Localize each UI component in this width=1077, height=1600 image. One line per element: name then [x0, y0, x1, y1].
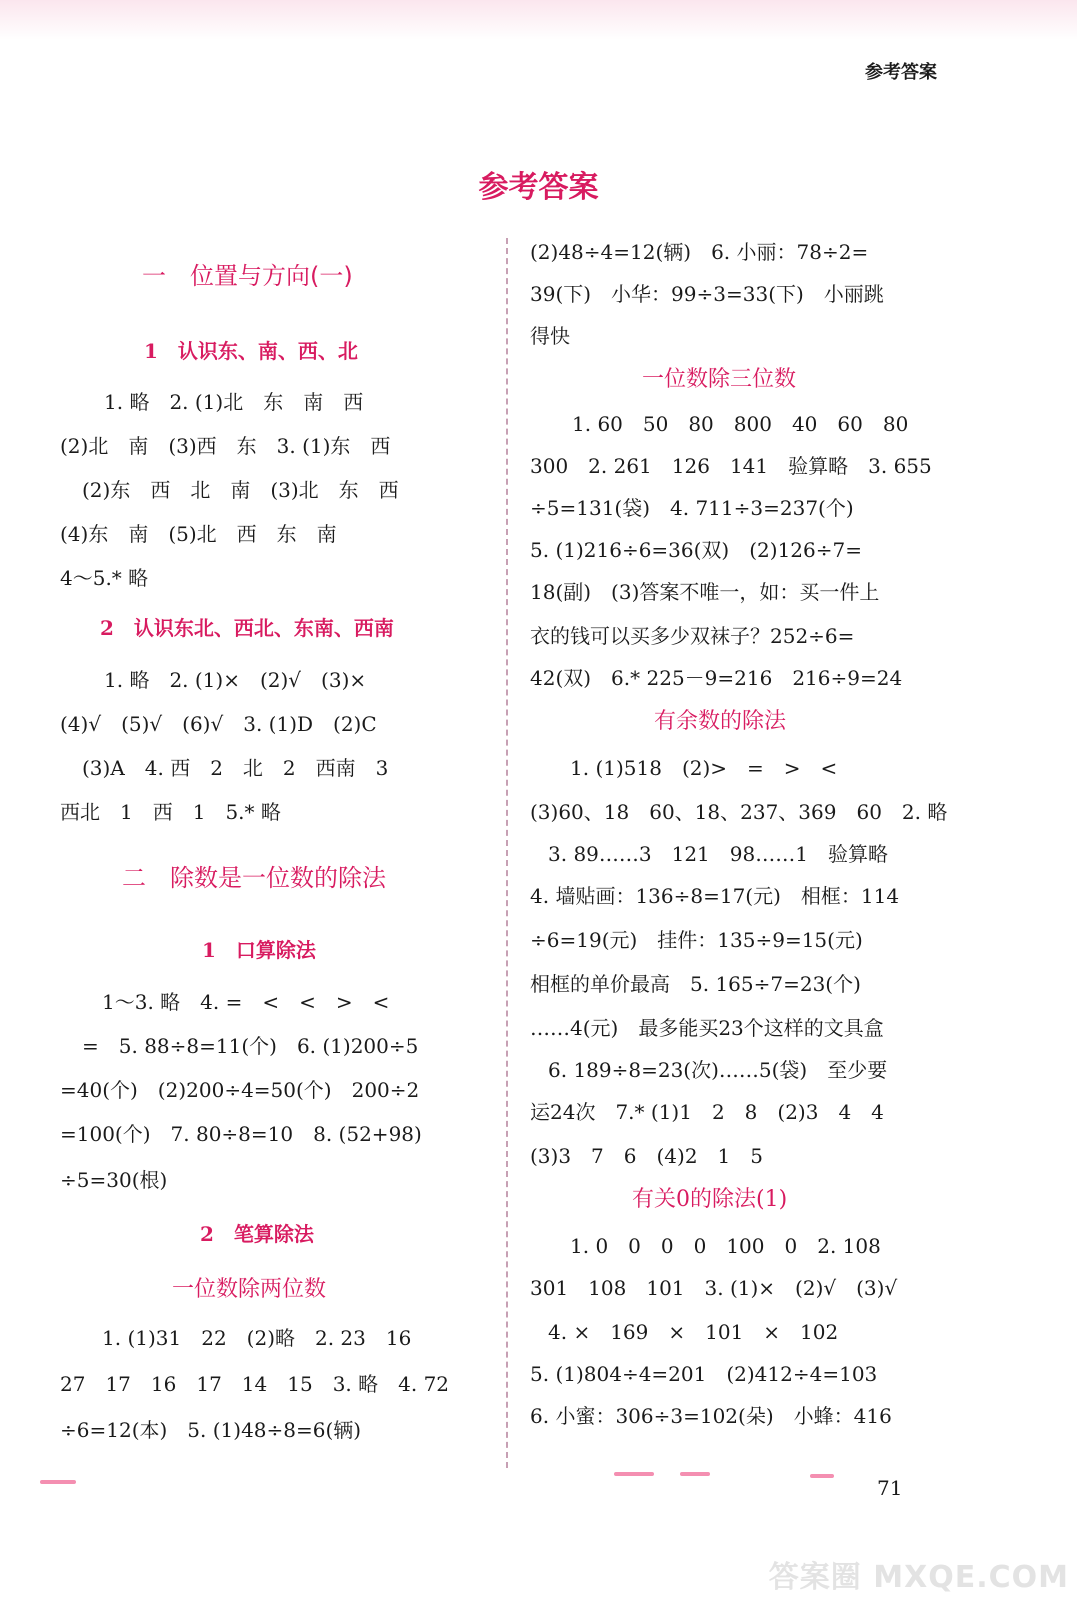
decorative-flourish: [810, 1474, 834, 1478]
subsection-heading: 有关0的除法(1): [632, 1187, 788, 1212]
answer-line: =100(个) 7. 80÷8=10 8. (52+98): [60, 1122, 422, 1146]
answer-line: ÷5=30(根): [60, 1168, 168, 1192]
section-heading: 1 认识东、南、西、北: [144, 339, 358, 363]
page-number: 71: [877, 1476, 903, 1500]
answer-line: 1. (1)31 22 (2)略 2. 23 16: [102, 1326, 412, 1350]
answer-line: (3)60、18 60、18、237、369 60 2. 略: [530, 800, 948, 824]
answer-line: 300 2. 261 126 141 验算略 3. 655: [530, 454, 932, 478]
top-decoration-band: [0, 0, 1077, 40]
answer-line: (3)A 4. 西 2 北 2 西南 3: [82, 756, 389, 780]
answer-line: (4)东 南 (5)北 西 东 南: [60, 522, 337, 546]
answer-line: 42(双) 6.* 225－9=216 216÷9=24: [530, 666, 903, 690]
answer-line: 4. × 169 × 101 × 102: [548, 1320, 839, 1344]
answer-line: 5. (1)216÷6=36(双) (2)126÷7=: [530, 538, 862, 562]
answer-line: 1. 0 0 0 0 100 0 2. 108: [570, 1234, 881, 1258]
subsection-heading: 一位数除两位数: [172, 1277, 327, 1302]
answer-line: ÷6=12(本) 5. (1)48÷8=6(辆): [60, 1418, 362, 1442]
running-header: 参考答案: [865, 62, 937, 83]
answer-line: = 5. 88÷8=11(个) 6. (1)200÷5: [82, 1034, 419, 1058]
answer-line: =40(个) (2)200÷4=50(个) 200÷2: [60, 1078, 420, 1102]
watermark-logo: 答案圈 MXQE.COM: [768, 1560, 1069, 1595]
decorative-flourish: [680, 1472, 710, 1476]
answer-line: (4)√ (5)√ (6)√ 3. (1)D (2)C: [60, 712, 377, 736]
page-title: 参考答案: [478, 170, 599, 205]
subsection-heading: 一位数除三位数: [642, 367, 797, 392]
answer-line: 6. 小蜜：306÷3=102(朵) 小蜂：416: [530, 1404, 892, 1428]
column-divider: [506, 238, 508, 1468]
answer-line: 5. (1)804÷4=201 (2)412÷4=103: [530, 1362, 878, 1386]
answer-line: (2)北 南 (3)西 东 3. (1)东 西: [60, 434, 391, 458]
chapter-heading: 一 位置与方向(一): [142, 262, 353, 290]
answer-line: 39(下) 小华：99÷3=33(下) 小丽跳: [530, 282, 884, 306]
answer-line: 4. 墙贴画：136÷8=17(元) 相框：114: [530, 884, 900, 908]
answer-line: 1. 60 50 80 800 40 60 80: [572, 412, 909, 436]
answer-line: 西北 1 西 1 5.* 略: [60, 800, 281, 824]
answer-line: 相框的单价最高 5. 165÷7=23(个): [530, 972, 861, 996]
answer-line: 4～5.* 略: [60, 566, 149, 590]
decorative-flourish: [614, 1472, 654, 1476]
answer-line: 6. 189÷8=23(次)……5(袋) 至少要: [548, 1058, 888, 1082]
answer-line: ÷6=19(元) 挂件：135÷9=15(元): [530, 928, 863, 952]
answer-line: (2)48÷4=12(辆) 6. 小丽：78÷2=: [530, 240, 869, 264]
answer-line: 3. 89……3 121 98……1 验算略: [548, 842, 888, 866]
answer-line: 27 17 16 17 14 15 3. 略 4. 72: [60, 1372, 450, 1396]
answer-line: ÷5=131(袋) 4. 711÷3=237(个): [530, 496, 854, 520]
chapter-heading: 二 除数是一位数的除法: [122, 864, 386, 892]
answer-line: 衣的钱可以买多少双袜子？252÷6=: [530, 624, 855, 648]
answer-line: 18(副) (3)答案不唯一，如：买一件上: [530, 580, 880, 604]
section-heading: 2 笔算除法: [200, 1222, 314, 1246]
answer-line: (3)3 7 6 (4)2 1 5: [530, 1144, 764, 1168]
answer-line: 得快: [530, 324, 570, 348]
answer-line: 1. 略 2. (1)北 东 南 西: [104, 390, 364, 414]
answer-line: 1. (1)518 (2)> = > <: [570, 756, 838, 780]
answer-line: (2)东 西 北 南 (3)北 东 西: [82, 478, 399, 502]
answer-line: 1. 略 2. (1)× (2)√ (3)×: [104, 668, 367, 692]
decorative-flourish: [40, 1480, 76, 1484]
answer-line: 301 108 101 3. (1)× (2)√ (3)√: [530, 1276, 898, 1300]
section-heading: 2 认识东北、西北、东南、西南: [100, 616, 394, 640]
answer-line: ……4(元) 最多能买23个这样的文具盒: [530, 1016, 884, 1040]
answer-line: 运24次 7.* (1)1 2 8 (2)3 4 4: [530, 1100, 884, 1124]
subsection-heading: 有余数的除法: [654, 709, 787, 734]
answer-line: 1～3. 略 4. = < < > <: [102, 990, 390, 1014]
section-heading: 1 口算除法: [202, 938, 316, 962]
